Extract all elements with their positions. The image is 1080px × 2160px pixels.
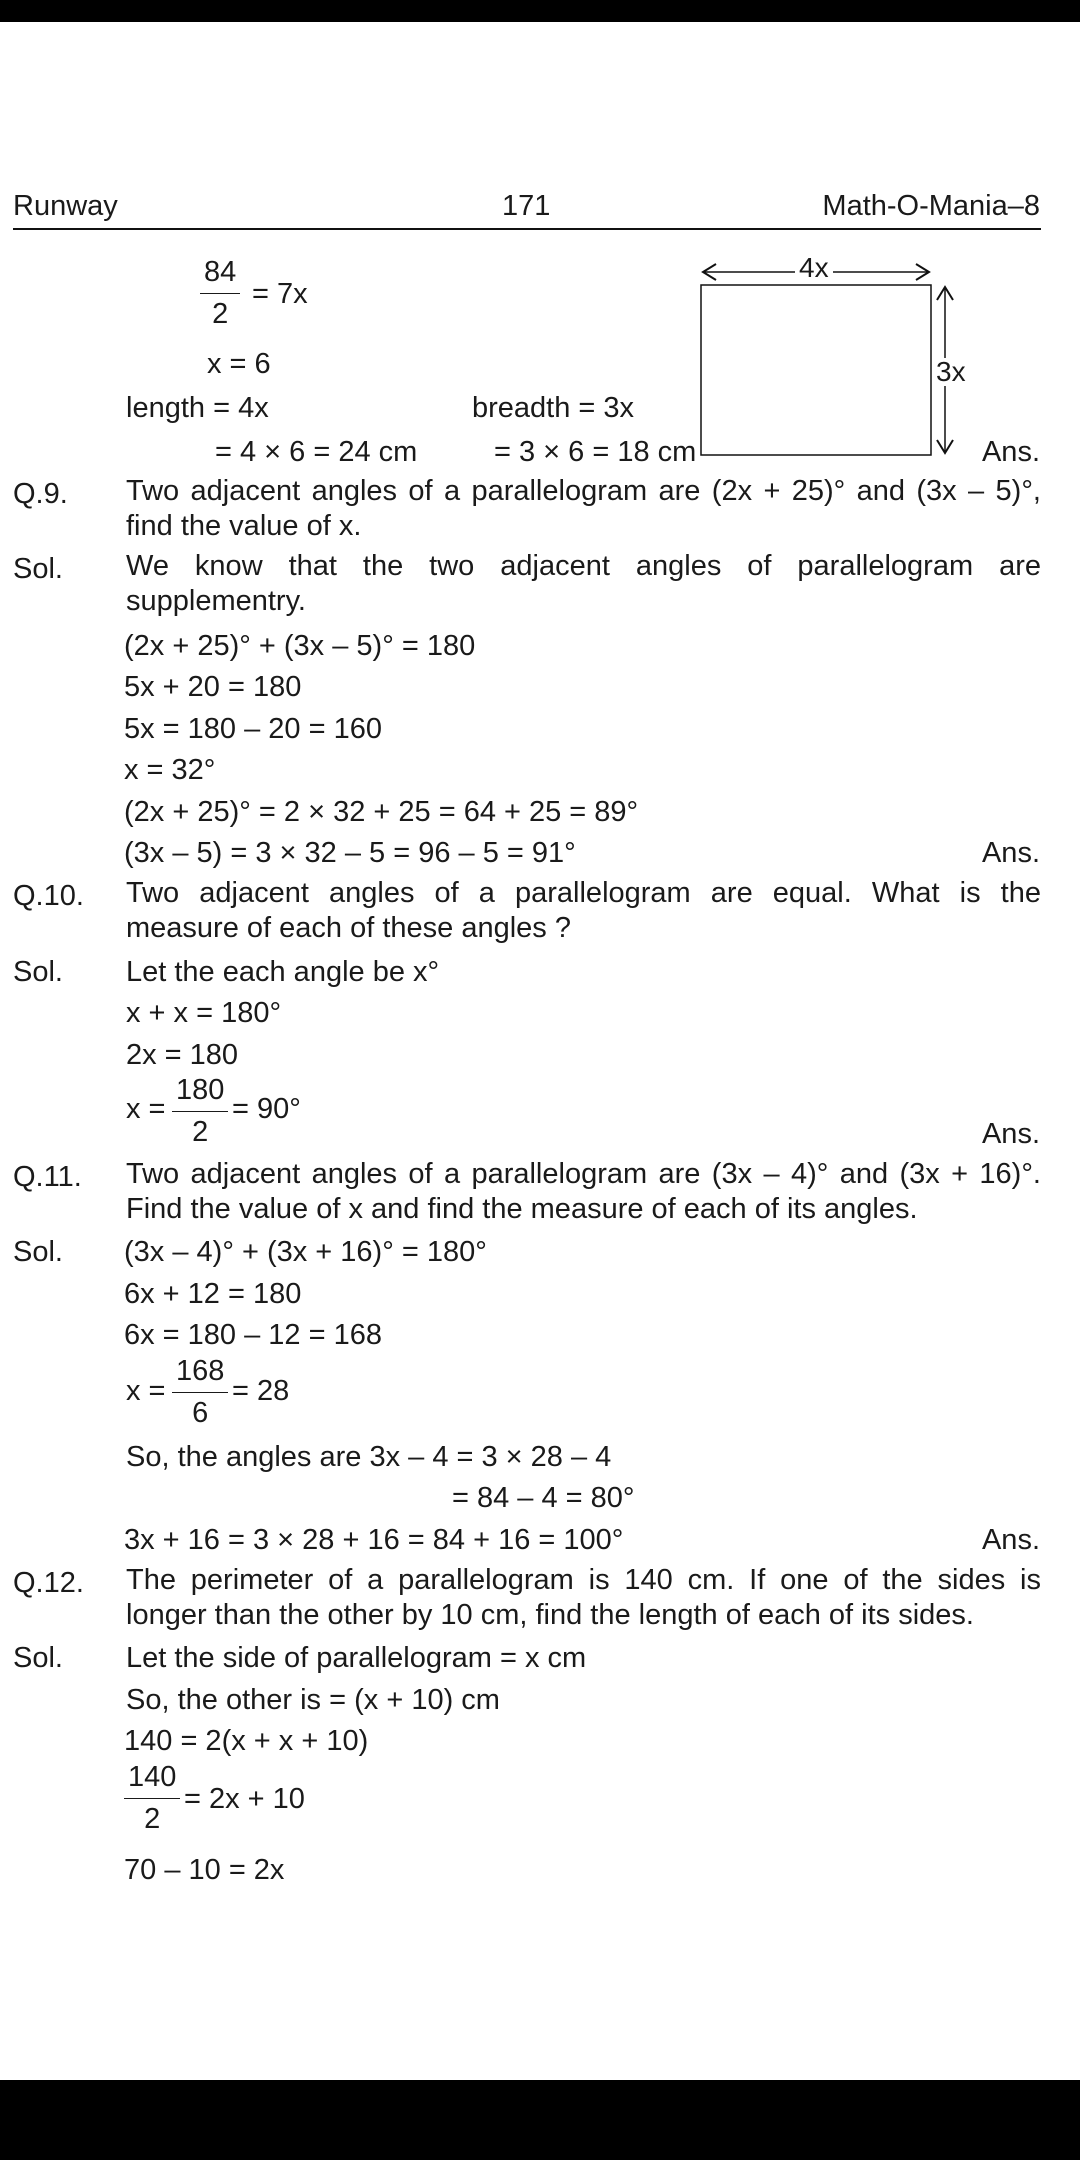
q10-step: 2x = 180 [126,1039,239,1071]
q11-angles-line2: = 84 – 4 = 80° [452,1482,635,1514]
q11-fraction-numerator: 168 [172,1357,228,1393]
q9-step: x = 32° [124,754,216,786]
q10-frac-lhs: x = [126,1093,166,1125]
q8-breadth-label: breadth = 3x [472,392,635,424]
q8-length-label: length = 4x [126,392,269,424]
q8-fraction-numerator: 84 [200,258,240,294]
q11-step: 6x + 12 = 180 [124,1278,302,1310]
q12-fraction [124,1763,180,1834]
q12-step: So, the other is = (x + 10) cm [126,1684,500,1716]
q8-length-calc: = 4 × 6 = 24 cm [215,436,418,468]
q10-step: Let the each angle be x° [126,956,440,988]
q11-step: (3x – 4)° + (3x + 16)° = 180° [124,1236,487,1268]
q10-fraction-denominator: 2 [192,1116,209,1148]
q9-ans: Ans. [981,837,1040,869]
q10-question: Two adjacent angles of a parallelogram are equal. What is the measure of each of these angles ? [126,877,1041,944]
q12-frac-rhs: = 2x + 10 [184,1783,305,1815]
q11-fraction-denominator: 6 [192,1397,209,1429]
q12-question: The perimeter of a parallelogram is 140 cm. If one of the sides is longer than the other by 10 cm, find the length of each of its sides. [126,1564,1041,1631]
header-divider [13,228,1041,230]
q12-step: 140 = 2(x + x + 10) [124,1725,369,1757]
q11-frac-rhs: = 28 [232,1375,290,1407]
q8-fraction-rhs: = 7x [252,278,308,310]
diagram-width-label: 4x [795,254,833,282]
diagram-height-label: 3x [932,358,970,386]
q8-x-value: x = 6 [207,348,271,380]
q12-step: Let the side of parallelogram = x cm [126,1642,587,1674]
bottom-navigation-bar [0,2080,1080,2160]
q9-step: 5x = 180 – 20 = 160 [124,713,382,745]
q12-last-step: 70 – 10 = 2x [124,1854,285,1886]
q8-fraction-denominator: 2 [212,298,229,330]
top-status-bar [0,0,1080,22]
q9-label: Q.9. [13,478,68,510]
q10-sol-label: Sol. [13,956,63,988]
q11-label: Q.11. [13,1161,82,1193]
q11-ans: Ans. [981,1524,1040,1556]
q8-ans: Ans. [981,436,1040,468]
q11-angles-line: So, the angles are 3x – 4 = 3 × 28 – 4 [126,1441,612,1473]
rectangle-shape [701,285,931,455]
q11-fraction [172,1357,228,1428]
width-arrow-right-head [916,264,929,280]
q9-question: Two adjacent angles of a parallelogram are (2x + 25)° and (3x – 5)°, find the value of x. [126,475,1041,542]
q12-fraction-numerator: 140 [124,1763,180,1799]
q11-angles-line3: 3x + 16 = 3 × 28 + 16 = 84 + 16 = 100° [124,1524,624,1556]
q9-sol-label: Sol. [13,553,63,585]
q10-fraction-numerator: 180 [172,1076,228,1112]
q11-step: 6x = 180 – 12 = 168 [124,1319,382,1351]
q12-label: Q.12. [13,1567,84,1599]
header-page-number: 171 [502,190,551,222]
q10-step: x + x = 180° [126,997,282,1029]
q10-frac-rhs: = 90° [232,1093,301,1125]
header-book-title: Runway [13,190,118,222]
height-arrow-top-head [937,287,953,300]
q10-fraction [172,1076,228,1147]
q12-fraction-denominator: 2 [144,1803,161,1835]
q11-sol-label: Sol. [13,1236,63,1268]
q11-question: Two adjacent angles of a parallelogram are (3x – 4)° and (3x + 16)°. Find the value of x and find the measure of each of its angles. [126,1158,1041,1225]
q11-frac-lhs: x = [126,1375,166,1407]
q9-step: (3x – 5) = 3 × 32 – 5 = 96 – 5 = 91° [124,837,576,869]
q9-step: (2x + 25)° + (3x – 5)° = 180 [124,630,476,662]
q9-intro: We know that the two adjacent angles of parallelogram are supplementry. [126,550,1041,617]
q10-label: Q.10. [13,880,84,912]
q12-sol-label: Sol. [13,1642,63,1674]
q10-ans: Ans. [981,1118,1040,1150]
height-arrow-bottom-head [937,440,953,453]
q9-step: 5x + 20 = 180 [124,671,302,703]
q9-step: (2x + 25)° = 2 × 32 + 25 = 64 + 25 = 89° [124,796,639,828]
width-arrow-left-head [703,264,716,280]
q8-breadth-calc: = 3 × 6 = 18 cm [494,436,697,468]
header-series-title: Math-O-Mania–8 [822,190,1040,222]
q8-fraction [200,258,240,329]
